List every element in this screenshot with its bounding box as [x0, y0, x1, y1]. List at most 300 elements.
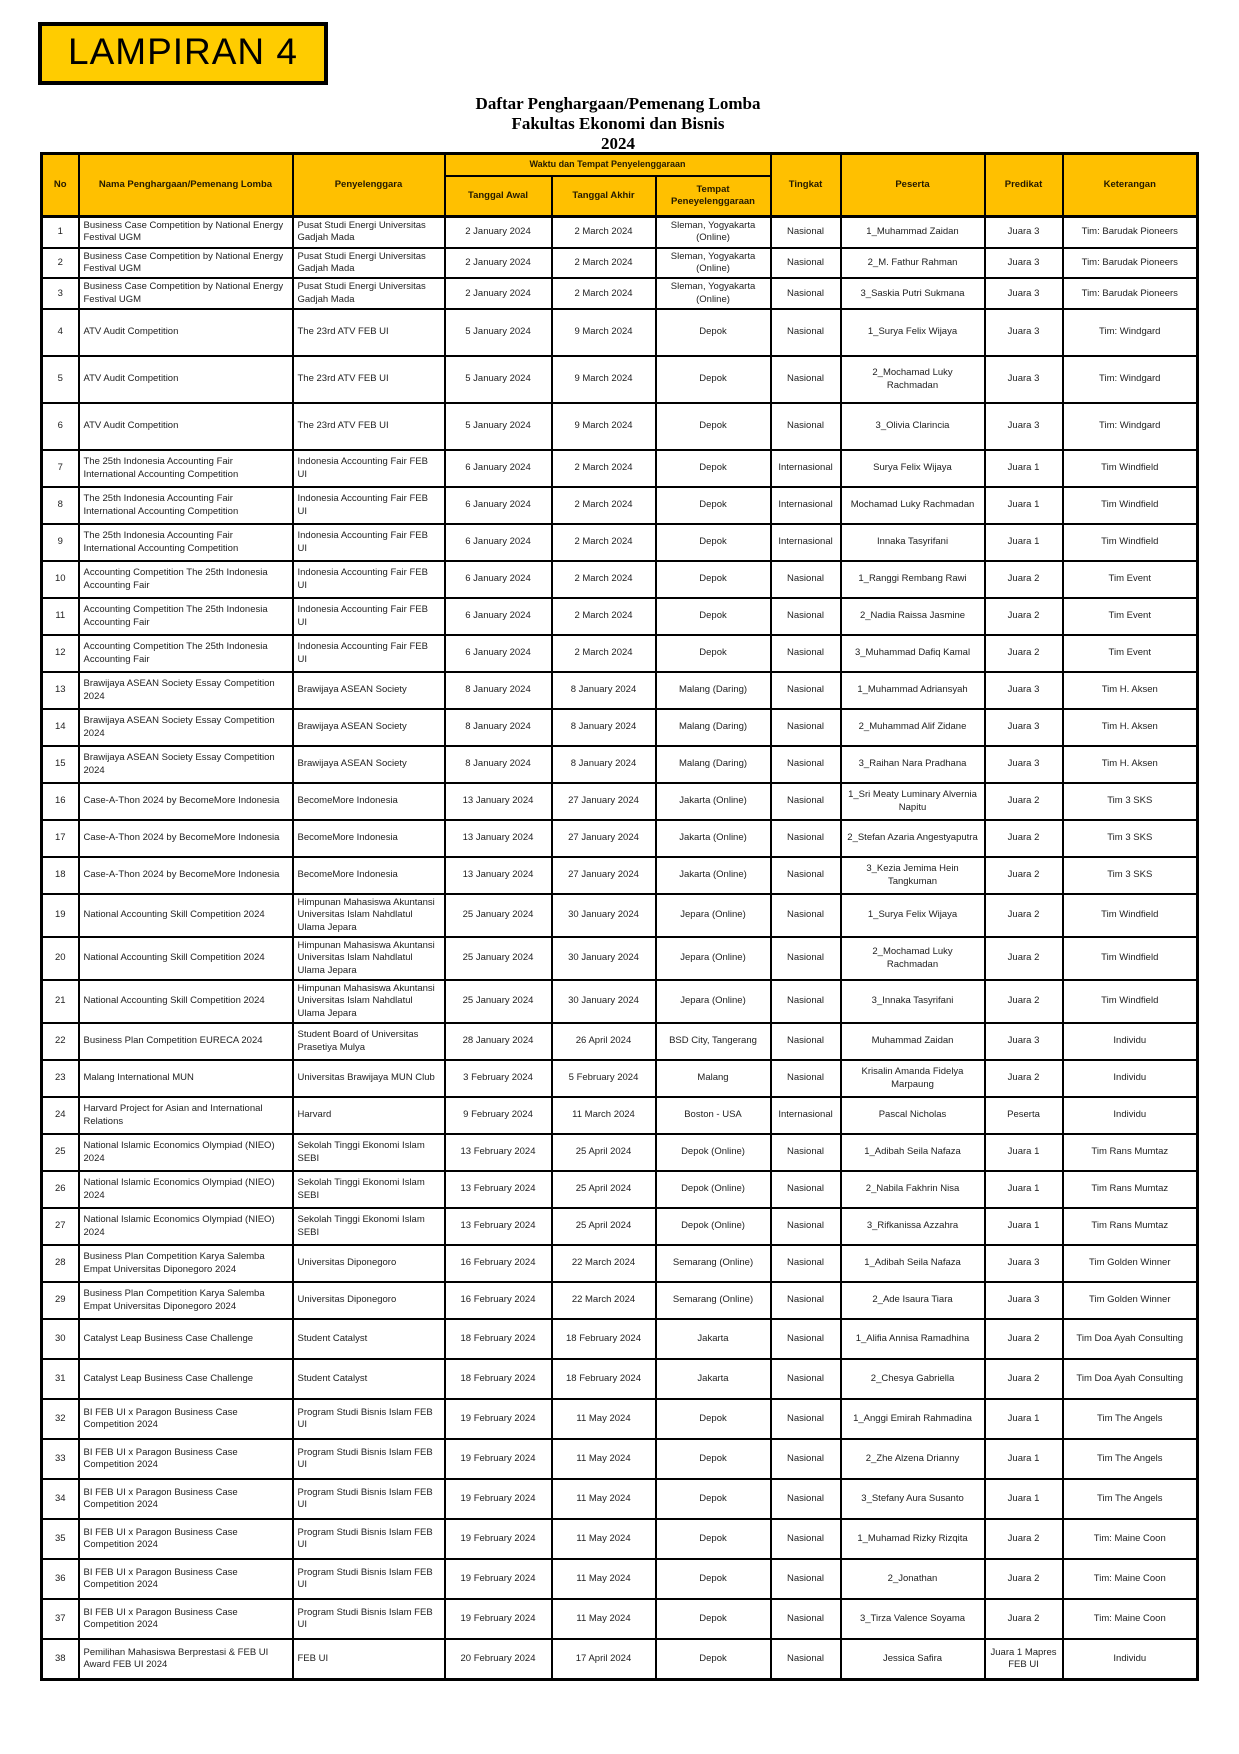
cell-keterangan: Tim Windfield	[1063, 937, 1198, 980]
cell-nama: Business Plan Competition Karya Salemba Empat Universitas Diponegoro 2024	[79, 1245, 293, 1282]
cell-no: 5	[42, 356, 79, 403]
table-row	[42, 672, 1198, 709]
cell-penyelenggara: Himpunan Mahasiswa Akuntansi Universitas Islam Nahdlatul Ulama Jepara	[293, 894, 445, 937]
cell-nama: Accounting Competition The 25th Indonesia Accounting Fair	[79, 561, 293, 598]
table-row	[42, 487, 1198, 524]
cell-peserta: 2_Chesya Gabriella	[841, 1359, 985, 1399]
cell-tempat: Depok	[656, 1479, 771, 1519]
cell-tanggal-awal: 18 February 2024	[445, 1319, 552, 1359]
cell-predikat: Juara 2	[985, 1519, 1063, 1559]
cell-nama: National Islamic Economics Olympiad (NIEO) 2024	[79, 1208, 293, 1245]
cell-tanggal-akhir: 9 March 2024	[552, 356, 656, 403]
cell-predikat: Juara 1	[985, 1171, 1063, 1208]
cell-predikat: Juara 1 Mapres FEB UI	[985, 1639, 1063, 1679]
cell-no: 27	[42, 1208, 79, 1245]
cell-predikat: Juara 2	[985, 598, 1063, 635]
cell-predikat: Juara 1	[985, 487, 1063, 524]
cell-peserta: 1_Adibah Seila Nafaza	[841, 1245, 985, 1282]
cell-no: 38	[42, 1639, 79, 1679]
cell-keterangan: Tim: Barudak Pioneers	[1063, 217, 1198, 248]
cell-penyelenggara: Indonesia Accounting Fair FEB UI	[293, 635, 445, 672]
cell-no: 4	[42, 309, 79, 356]
cell-tempat: Malang	[656, 1060, 771, 1097]
cell-predikat: Juara 3	[985, 248, 1063, 279]
cell-nama: BI FEB UI x Paragon Business Case Competition 2024	[79, 1399, 293, 1439]
cell-tingkat: Nasional	[771, 1399, 841, 1439]
cell-tanggal-awal: 20 February 2024	[445, 1639, 552, 1679]
cell-tingkat: Nasional	[771, 1134, 841, 1171]
cell-tempat: Depok (Online)	[656, 1134, 771, 1171]
cell-keterangan: Tim: Windgard	[1063, 403, 1198, 450]
cell-penyelenggara: Student Catalyst	[293, 1319, 445, 1359]
cell-nama: National Islamic Economics Olympiad (NIEO) 2024	[79, 1171, 293, 1208]
cell-penyelenggara: Brawijaya ASEAN Society	[293, 709, 445, 746]
cell-peserta: 3_Stefany Aura Susanto	[841, 1479, 985, 1519]
cell-tingkat: Nasional	[771, 1359, 841, 1399]
cell-tingkat: Nasional	[771, 356, 841, 403]
cell-tingkat: Internasional	[771, 1097, 841, 1134]
cell-penyelenggara: Pusat Studi Energi Universitas Gadjah Mada	[293, 248, 445, 279]
cell-tanggal-awal: 6 January 2024	[445, 487, 552, 524]
cell-tempat: Malang (Daring)	[656, 746, 771, 783]
cell-tanggal-akhir: 2 March 2024	[552, 248, 656, 279]
cell-predikat: Juara 2	[985, 561, 1063, 598]
cell-tanggal-akhir: 2 March 2024	[552, 278, 656, 309]
cell-predikat: Juara 3	[985, 1023, 1063, 1060]
cell-predikat: Juara 2	[985, 894, 1063, 937]
cell-tempat: Semarang (Online)	[656, 1282, 771, 1319]
cell-tanggal-awal: 8 January 2024	[445, 709, 552, 746]
table-row	[42, 783, 1198, 820]
cell-tanggal-akhir: 30 January 2024	[552, 894, 656, 937]
cell-predikat: Juara 2	[985, 980, 1063, 1023]
cell-no: 10	[42, 561, 79, 598]
cell-nama: ATV Audit Competition	[79, 309, 293, 356]
cell-peserta: 2_Ade Isaura Tiara	[841, 1282, 985, 1319]
cell-tingkat: Nasional	[771, 403, 841, 450]
header-tanggal-awal: Tanggal Awal	[445, 176, 552, 217]
cell-no: 6	[42, 403, 79, 450]
cell-nama: Business Case Competition by National Energy Festival UGM	[79, 217, 293, 248]
table-row	[42, 857, 1198, 894]
table-row	[42, 248, 1198, 279]
cell-predikat: Juara 1	[985, 1134, 1063, 1171]
header-waktu-group: Waktu dan Tempat Penyelenggaraan	[445, 154, 771, 177]
cell-peserta: 2_Nabila Fakhrin Nisa	[841, 1171, 985, 1208]
cell-no: 9	[42, 524, 79, 561]
cell-tanggal-awal: 2 January 2024	[445, 248, 552, 279]
cell-penyelenggara: BecomeMore Indonesia	[293, 820, 445, 857]
cell-tingkat: Nasional	[771, 1639, 841, 1679]
cell-tempat: Jakarta (Online)	[656, 857, 771, 894]
cell-tingkat: Nasional	[771, 672, 841, 709]
cell-peserta: 2_Muhammad Alif Zidane	[841, 709, 985, 746]
cell-tingkat: Nasional	[771, 635, 841, 672]
cell-keterangan: Tim Rans Mumtaz	[1063, 1171, 1198, 1208]
cell-penyelenggara: Universitas Diponegoro	[293, 1245, 445, 1282]
cell-no: 25	[42, 1134, 79, 1171]
cell-peserta: Mochamad Luky Rachmadan	[841, 487, 985, 524]
cell-penyelenggara: The 23rd ATV FEB UI	[293, 403, 445, 450]
table-row	[42, 309, 1198, 356]
document-title	[40, 94, 1196, 154]
table-row	[42, 1245, 1198, 1282]
cell-tingkat: Nasional	[771, 248, 841, 279]
cell-tanggal-awal: 9 February 2024	[445, 1097, 552, 1134]
table-row	[42, 1399, 1198, 1439]
cell-tingkat: Internasional	[771, 450, 841, 487]
cell-tempat: Depok	[656, 487, 771, 524]
cell-predikat: Juara 3	[985, 1245, 1063, 1282]
table-row	[42, 278, 1198, 309]
cell-tanggal-akhir: 5 February 2024	[552, 1060, 656, 1097]
cell-tanggal-awal: 5 January 2024	[445, 356, 552, 403]
cell-predikat: Juara 3	[985, 1282, 1063, 1319]
cell-tempat: Depok	[656, 356, 771, 403]
cell-tempat: Semarang (Online)	[656, 1245, 771, 1282]
cell-tempat: Depok	[656, 1439, 771, 1479]
cell-peserta: 3_Saskia Putri Sukmana	[841, 278, 985, 309]
table-row	[42, 1439, 1198, 1479]
cell-tempat: Depok	[656, 403, 771, 450]
cell-peserta: 1_Adibah Seila Nafaza	[841, 1134, 985, 1171]
cell-peserta: 1_Sri Meaty Luminary Alvernia Napitu	[841, 783, 985, 820]
cell-peserta: Muhammad Zaidan	[841, 1023, 985, 1060]
cell-peserta: 1_Surya Felix Wijaya	[841, 894, 985, 937]
cell-tanggal-awal: 13 February 2024	[445, 1208, 552, 1245]
cell-tanggal-akhir: 11 May 2024	[552, 1479, 656, 1519]
cell-tempat: Jakarta (Online)	[656, 820, 771, 857]
cell-keterangan: Tim Golden Winner	[1063, 1282, 1198, 1319]
cell-tanggal-akhir: 9 March 2024	[552, 309, 656, 356]
cell-tanggal-awal: 16 February 2024	[445, 1282, 552, 1319]
cell-no: 34	[42, 1479, 79, 1519]
table-row	[42, 1171, 1198, 1208]
cell-nama: Malang International MUN	[79, 1060, 293, 1097]
cell-tingkat: Nasional	[771, 783, 841, 820]
cell-no: 32	[42, 1399, 79, 1439]
cell-no: 36	[42, 1559, 79, 1599]
cell-no: 21	[42, 980, 79, 1023]
cell-predikat: Juara 3	[985, 278, 1063, 309]
cell-tanggal-awal: 19 February 2024	[445, 1519, 552, 1559]
cell-tingkat: Internasional	[771, 487, 841, 524]
cell-tempat: Jepara (Online)	[656, 937, 771, 980]
cell-tanggal-awal: 19 February 2024	[445, 1479, 552, 1519]
cell-nama: Catalyst Leap Business Case Challenge	[79, 1319, 293, 1359]
header-nama: Nama Penghargaan/Pemenang Lomba	[79, 154, 293, 217]
cell-peserta: 1_Ranggi Rembang Rawi	[841, 561, 985, 598]
cell-nama: Brawijaya ASEAN Society Essay Competition 2024	[79, 672, 293, 709]
cell-nama: BI FEB UI x Paragon Business Case Competition 2024	[79, 1519, 293, 1559]
cell-tanggal-akhir: 2 March 2024	[552, 598, 656, 635]
cell-tanggal-akhir: 2 March 2024	[552, 487, 656, 524]
cell-nama: National Accounting Skill Competition 2024	[79, 937, 293, 980]
cell-penyelenggara: Student Catalyst	[293, 1359, 445, 1399]
cell-tempat: Depok	[656, 1559, 771, 1599]
cell-tanggal-awal: 25 January 2024	[445, 980, 552, 1023]
cell-tanggal-akhir: 11 May 2024	[552, 1519, 656, 1559]
cell-tempat: Malang (Daring)	[656, 709, 771, 746]
cell-tanggal-awal: 5 January 2024	[445, 403, 552, 450]
cell-tanggal-awal: 19 February 2024	[445, 1399, 552, 1439]
table-row	[42, 1282, 1198, 1319]
cell-nama: ATV Audit Competition	[79, 356, 293, 403]
header-penyelenggara: Penyelenggara	[293, 154, 445, 217]
cell-nama: BI FEB UI x Paragon Business Case Competition 2024	[79, 1479, 293, 1519]
cell-peserta: 1_Surya Felix Wijaya	[841, 309, 985, 356]
cell-tanggal-akhir: 2 March 2024	[552, 450, 656, 487]
cell-predikat: Juara 1	[985, 1399, 1063, 1439]
cell-nama: Business Plan Competition EURECA 2024	[79, 1023, 293, 1060]
cell-predikat: Juara 2	[985, 1319, 1063, 1359]
cell-tingkat: Nasional	[771, 820, 841, 857]
cell-tingkat: Nasional	[771, 561, 841, 598]
cell-tanggal-akhir: 22 March 2024	[552, 1282, 656, 1319]
cell-tanggal-akhir: 25 April 2024	[552, 1208, 656, 1245]
cell-penyelenggara: Indonesia Accounting Fair FEB UI	[293, 450, 445, 487]
cell-tanggal-akhir: 8 January 2024	[552, 672, 656, 709]
cell-predikat: Juara 3	[985, 709, 1063, 746]
cell-keterangan: Tim Windfield	[1063, 524, 1198, 561]
cell-predikat: Juara 1	[985, 1208, 1063, 1245]
cell-keterangan: Tim Rans Mumtaz	[1063, 1208, 1198, 1245]
cell-keterangan: Tim 3 SKS	[1063, 857, 1198, 894]
cell-keterangan: Tim The Angels	[1063, 1479, 1198, 1519]
table-body	[42, 217, 1198, 1680]
cell-peserta: 2_Mochamad Luky Rachmadan	[841, 937, 985, 980]
cell-tingkat: Nasional	[771, 746, 841, 783]
cell-tempat: Depok	[656, 309, 771, 356]
cell-tanggal-akhir: 8 January 2024	[552, 746, 656, 783]
table-row	[42, 1599, 1198, 1639]
cell-no: 17	[42, 820, 79, 857]
cell-no: 18	[42, 857, 79, 894]
cell-peserta: 3_Tirza Valence Soyama	[841, 1599, 985, 1639]
table-row	[42, 524, 1198, 561]
cell-tanggal-awal: 2 January 2024	[445, 278, 552, 309]
cell-peserta: 2_Mochamad Luky Rachmadan	[841, 356, 985, 403]
lampiran-badge: LAMPIRAN 4	[38, 22, 328, 85]
table-row	[42, 635, 1198, 672]
cell-keterangan: Tim Event	[1063, 635, 1198, 672]
cell-predikat: Juara 2	[985, 635, 1063, 672]
cell-keterangan: Individu	[1063, 1097, 1198, 1134]
cell-keterangan: Tim: Maine Coon	[1063, 1559, 1198, 1599]
cell-nama: National Accounting Skill Competition 2024	[79, 980, 293, 1023]
cell-penyelenggara: Sekolah Tinggi Ekonomi Islam SEBI	[293, 1171, 445, 1208]
cell-tanggal-akhir: 9 March 2024	[552, 403, 656, 450]
title-line-1: Daftar Penghargaan/Pemenang Lomba	[475, 94, 761, 113]
cell-keterangan: Tim 3 SKS	[1063, 820, 1198, 857]
cell-penyelenggara: Pusat Studi Energi Universitas Gadjah Mada	[293, 217, 445, 248]
cell-peserta: 1_Alifia Annisa Ramadhina	[841, 1319, 985, 1359]
cell-peserta: 2_M. Fathur Rahman	[841, 248, 985, 279]
cell-peserta: 3_Kezia Jemima Hein Tangkuman	[841, 857, 985, 894]
cell-no: 31	[42, 1359, 79, 1399]
cell-penyelenggara: BecomeMore Indonesia	[293, 783, 445, 820]
cell-tanggal-akhir: 27 January 2024	[552, 783, 656, 820]
cell-tempat: BSD City, Tangerang	[656, 1023, 771, 1060]
cell-tingkat: Nasional	[771, 1245, 841, 1282]
cell-tempat: Jakarta	[656, 1359, 771, 1399]
cell-no: 37	[42, 1599, 79, 1639]
cell-nama: Pemilihan Mahasiswa Berprestasi & FEB UI Award FEB UI 2024	[79, 1639, 293, 1679]
table-row	[42, 820, 1198, 857]
cell-predikat: Juara 3	[985, 672, 1063, 709]
cell-tanggal-akhir: 2 March 2024	[552, 524, 656, 561]
cell-keterangan: Tim H. Aksen	[1063, 746, 1198, 783]
cell-tanggal-akhir: 11 May 2024	[552, 1599, 656, 1639]
cell-tingkat: Nasional	[771, 980, 841, 1023]
cell-penyelenggara: Pusat Studi Energi Universitas Gadjah Mada	[293, 278, 445, 309]
cell-nama: National Accounting Skill Competition 2024	[79, 894, 293, 937]
cell-tempat: Jepara (Online)	[656, 894, 771, 937]
cell-no: 29	[42, 1282, 79, 1319]
cell-tanggal-awal: 6 January 2024	[445, 561, 552, 598]
cell-no: 35	[42, 1519, 79, 1559]
cell-tanggal-akhir: 18 February 2024	[552, 1359, 656, 1399]
cell-tingkat: Nasional	[771, 1559, 841, 1599]
cell-tingkat: Nasional	[771, 1282, 841, 1319]
cell-peserta: 3_Innaka Tasyrifani	[841, 980, 985, 1023]
cell-tempat: Depok (Online)	[656, 1208, 771, 1245]
cell-tingkat: Nasional	[771, 598, 841, 635]
cell-predikat: Juara 3	[985, 403, 1063, 450]
cell-no: 30	[42, 1319, 79, 1359]
cell-tempat: Depok	[656, 524, 771, 561]
cell-tempat: Jakarta	[656, 1319, 771, 1359]
header-keterangan: Keterangan	[1063, 154, 1198, 217]
cell-no: 15	[42, 746, 79, 783]
awards-table	[40, 152, 1199, 1681]
cell-tingkat: Nasional	[771, 217, 841, 248]
cell-nama: Business Plan Competition Karya Salemba Empat Universitas Diponegoro 2024	[79, 1282, 293, 1319]
cell-predikat: Juara 2	[985, 820, 1063, 857]
cell-peserta: Innaka Tasyrifani	[841, 524, 985, 561]
table-row	[42, 1060, 1198, 1097]
cell-tempat: Depok	[656, 1519, 771, 1559]
table-row	[42, 937, 1198, 980]
cell-penyelenggara: Brawijaya ASEAN Society	[293, 746, 445, 783]
cell-peserta: Surya Felix Wijaya	[841, 450, 985, 487]
cell-tanggal-awal: 18 February 2024	[445, 1359, 552, 1399]
table-row	[42, 1134, 1198, 1171]
cell-keterangan: Tim The Angels	[1063, 1439, 1198, 1479]
cell-predikat: Juara 2	[985, 1359, 1063, 1399]
cell-predikat: Juara 1	[985, 1439, 1063, 1479]
table-row	[42, 746, 1198, 783]
table-row	[42, 1639, 1198, 1679]
cell-keterangan: Tim Windfield	[1063, 894, 1198, 937]
cell-penyelenggara: Sekolah Tinggi Ekonomi Islam SEBI	[293, 1208, 445, 1245]
cell-nama: Business Case Competition by National Energy Festival UGM	[79, 248, 293, 279]
table-row	[42, 1208, 1198, 1245]
cell-keterangan: Tim Rans Mumtaz	[1063, 1134, 1198, 1171]
cell-tingkat: Nasional	[771, 1208, 841, 1245]
cell-tanggal-akhir: 25 April 2024	[552, 1134, 656, 1171]
cell-penyelenggara: Universitas Diponegoro	[293, 1282, 445, 1319]
cell-tanggal-awal: 8 January 2024	[445, 746, 552, 783]
cell-tanggal-akhir: 2 March 2024	[552, 635, 656, 672]
cell-predikat: Juara 3	[985, 309, 1063, 356]
header-tingkat: Tingkat	[771, 154, 841, 217]
cell-penyelenggara: Indonesia Accounting Fair FEB UI	[293, 487, 445, 524]
cell-nama: Brawijaya ASEAN Society Essay Competition 2024	[79, 709, 293, 746]
cell-peserta: 1_Anggi Emirah Rahmadina	[841, 1399, 985, 1439]
cell-nama: Case-A-Thon 2024 by BecomeMore Indonesia	[79, 857, 293, 894]
cell-tanggal-akhir: 22 March 2024	[552, 1245, 656, 1282]
cell-peserta: 2_Jonathan	[841, 1559, 985, 1599]
cell-no: 26	[42, 1171, 79, 1208]
header-predikat: Predikat	[985, 154, 1063, 217]
cell-tingkat: Nasional	[771, 278, 841, 309]
cell-keterangan: Tim Windfield	[1063, 487, 1198, 524]
cell-tanggal-awal: 13 January 2024	[445, 857, 552, 894]
cell-predikat: Juara 2	[985, 857, 1063, 894]
cell-keterangan: Tim Windfield	[1063, 980, 1198, 1023]
cell-tempat: Depok	[656, 450, 771, 487]
cell-nama: BI FEB UI x Paragon Business Case Competition 2024	[79, 1439, 293, 1479]
table-row	[42, 709, 1198, 746]
cell-tanggal-akhir: 17 April 2024	[552, 1639, 656, 1679]
cell-tingkat: Nasional	[771, 1479, 841, 1519]
cell-nama: Brawijaya ASEAN Society Essay Competition 2024	[79, 746, 293, 783]
cell-tanggal-awal: 16 February 2024	[445, 1245, 552, 1282]
table-row	[42, 598, 1198, 635]
cell-tingkat: Internasional	[771, 524, 841, 561]
cell-keterangan: Tim Windfield	[1063, 450, 1198, 487]
header-tanggal-akhir: Tanggal Akhir	[552, 176, 656, 217]
cell-peserta: 1_Muhamad Rizky Rizqita	[841, 1519, 985, 1559]
cell-peserta: 2_Nadia Raissa Jasmine	[841, 598, 985, 635]
cell-keterangan: Tim H. Aksen	[1063, 672, 1198, 709]
cell-predikat: Juara 2	[985, 1060, 1063, 1097]
cell-tempat: Sleman, Yogyakarta (Online)	[656, 217, 771, 248]
cell-tingkat: Nasional	[771, 857, 841, 894]
table-row	[42, 561, 1198, 598]
cell-tanggal-akhir: 2 March 2024	[552, 561, 656, 598]
cell-penyelenggara: Himpunan Mahasiswa Akuntansi Universitas Islam Nahdlatul Ulama Jepara	[293, 980, 445, 1023]
table-row	[42, 450, 1198, 487]
cell-tingkat: Nasional	[771, 1439, 841, 1479]
cell-predikat: Juara 3	[985, 746, 1063, 783]
cell-predikat: Juara 1	[985, 1479, 1063, 1519]
cell-nama: BI FEB UI x Paragon Business Case Competition 2024	[79, 1599, 293, 1639]
cell-tempat: Malang (Daring)	[656, 672, 771, 709]
cell-keterangan: Tim: Barudak Pioneers	[1063, 248, 1198, 279]
table-row	[42, 1359, 1198, 1399]
cell-tanggal-awal: 3 February 2024	[445, 1060, 552, 1097]
cell-keterangan: Tim: Maine Coon	[1063, 1519, 1198, 1559]
cell-penyelenggara: Program Studi Bisnis Islam FEB UI	[293, 1559, 445, 1599]
cell-peserta: 3_Olivia Clarincia	[841, 403, 985, 450]
cell-tempat: Boston - USA	[656, 1097, 771, 1134]
table-row	[42, 217, 1198, 248]
table-row	[42, 1097, 1198, 1134]
cell-keterangan: Tim Golden Winner	[1063, 1245, 1198, 1282]
cell-tempat: Jakarta (Online)	[656, 783, 771, 820]
cell-tanggal-awal: 13 January 2024	[445, 820, 552, 857]
cell-tanggal-awal: 25 January 2024	[445, 937, 552, 980]
cell-tingkat: Nasional	[771, 1319, 841, 1359]
cell-keterangan: Tim 3 SKS	[1063, 783, 1198, 820]
cell-penyelenggara: Brawijaya ASEAN Society	[293, 672, 445, 709]
cell-keterangan: Individu	[1063, 1060, 1198, 1097]
cell-tanggal-akhir: 30 January 2024	[552, 937, 656, 980]
title-line-3: 2024	[601, 134, 635, 154]
cell-tanggal-awal: 6 January 2024	[445, 450, 552, 487]
